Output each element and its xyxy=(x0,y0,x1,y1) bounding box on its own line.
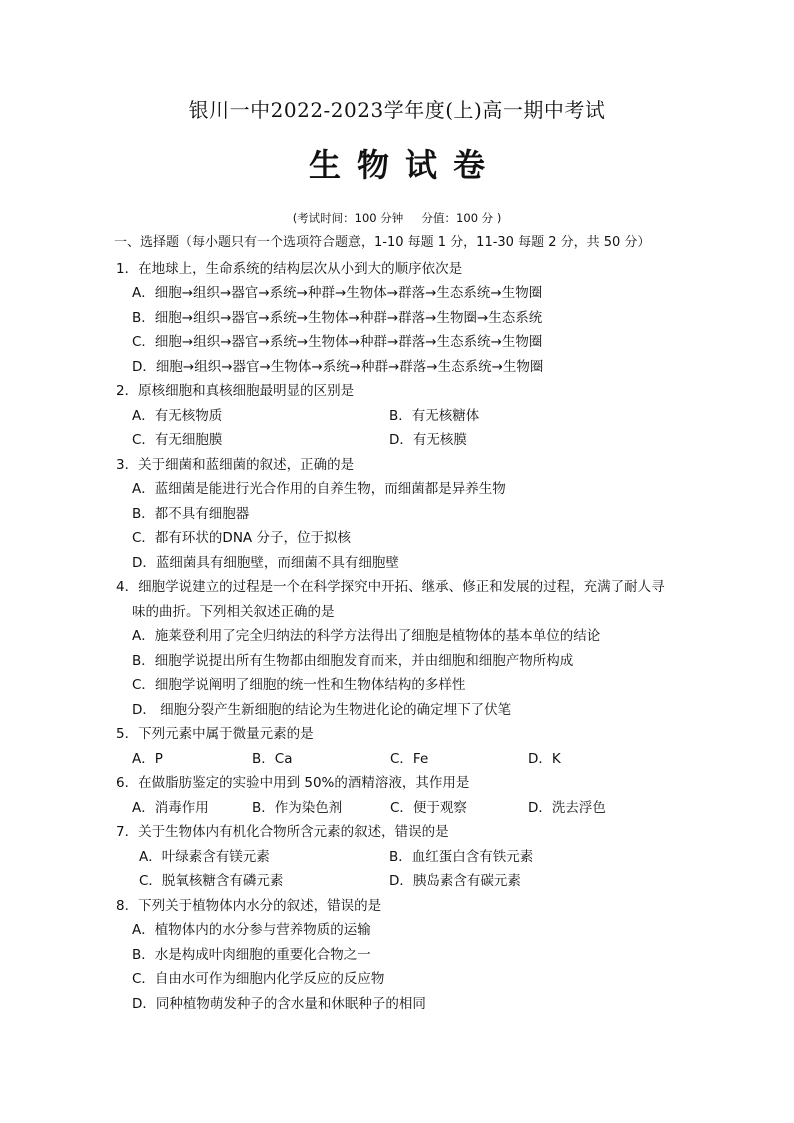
question-6-option-d: D．洗去浮色 xyxy=(528,800,606,816)
question-3-option-c: C．都有环状的DNA 分子，位于拟核 xyxy=(132,530,351,546)
exam-info: (考试时间：100 分钟 分值：100 分 ) xyxy=(292,211,502,225)
question-8-option-a: A．植物体内的水分参与营养物质的运输 xyxy=(132,922,371,938)
question-7-option-b: B．血红蛋白含有铁元素 xyxy=(389,849,534,865)
question-2-option-b: B．有无核糖体 xyxy=(389,408,480,424)
question-7-option-c: C．脱氧核糖含有磷元素 xyxy=(139,873,284,889)
question-3-option-b: B．都不具有细胞器 xyxy=(132,506,250,522)
question-8-option-c: C．自由水可作为细胞内化学反应的反应物 xyxy=(132,971,385,987)
question-3-option-a: A．蓝细菌是能进行光合作用的自养生物，而细菌都是异养生物 xyxy=(132,481,506,497)
section-title: 一、选择题（每小题只有一个选项符合题意，1-10 每题 1 分，11-30 每题 2 分，共 50 分） xyxy=(114,235,651,250)
question-7-option-d: D．胰岛素含有碳元素 xyxy=(389,873,521,889)
question-1-option-d: D．细胞→组织→器官→生物体→系统→种群→群落→生态系统→生物圈 xyxy=(132,359,544,375)
question-5-stem: 5．下列元素中属于微量元素的是 xyxy=(116,726,314,742)
question-4-stem: 4．细胞学说建立的过程是一个在科学探究中开拓、继承、修正和发展的过程，充满了耐人寻 xyxy=(116,579,665,595)
question-5-option-b: B．Ca xyxy=(252,751,293,767)
question-1-option-c: C．细胞→组织→器官→系统→生物体→种群→群落→生态系统→生物圈 xyxy=(132,334,543,350)
question-6-option-c: C．便于观察 xyxy=(390,800,467,816)
question-7-stem: 7．关于生物体内有机化合物所含元素的叙述，错误的是 xyxy=(116,824,449,840)
question-6-stem: 6．在做脂肪鉴定的实验中用到 50%的酒精溶液，其作用是 xyxy=(116,775,470,791)
question-6-option-b: B．作为染色剂 xyxy=(252,800,343,816)
question-8-option-b: B．水是构成叶肉细胞的重要化合物之一 xyxy=(132,947,371,963)
exam-title: 银川一中2022-2023学年度(上)高一期中考试 xyxy=(188,98,606,122)
subject-title: 生物试卷 xyxy=(308,146,501,184)
question-1-option-b: B．细胞→组织→器官→系统→生物体→种群→群落→生物圈→生态系统 xyxy=(132,310,543,326)
question-3-stem: 3．关于细菌和蓝细菌的叙述，正确的是 xyxy=(116,457,355,473)
question-1-option-a: A．细胞→组织→器官→系统→种群→生物体→群落→生态系统→生物圈 xyxy=(132,285,543,301)
question-4-option-d: D． 细胞分裂产生新细胞的结论为生物进化论的确定埋下了伏笔 xyxy=(132,702,512,718)
question-3-option-d: D．蓝细菌具有细胞壁，而细菌不具有细胞壁 xyxy=(132,555,399,571)
question-4-option-a: A．施莱登利用了完全归纳法的科学方法得出了细胞是植物体的基本单位的结论 xyxy=(132,628,601,644)
question-2-option-a: A．有无核物质 xyxy=(132,408,223,424)
question-1-stem: 1．在地球上，生命系统的结构层次从小到大的顺序依次是 xyxy=(116,261,463,277)
question-4-option-b: B．细胞学说提出所有生物都由细胞发育而来，并由细胞和细胞产物所构成 xyxy=(132,653,574,669)
question-8-option-d: D．同种植物萌发种子的含水量和休眠种子的相同 xyxy=(132,996,426,1012)
question-5-option-a: A．P xyxy=(132,751,163,767)
question-8-stem: 8．下列关于植物体内水分的叙述，错误的是 xyxy=(116,898,382,914)
question-7-option-a: A．叶绿素含有镁元素 xyxy=(139,849,270,865)
question-2-option-c: C．有无细胞膜 xyxy=(132,432,223,448)
question-4-option-c: C．细胞学说阐明了细胞的统一性和生物体结构的多样性 xyxy=(132,677,466,693)
question-4-stem-cont: 味的曲折。下列相关叙述正确的是 xyxy=(132,604,335,620)
question-5-option-c: C．Fe xyxy=(390,751,429,767)
question-2-option-d: D．有无核膜 xyxy=(389,432,467,448)
question-2-stem: 2．原核细胞和真核细胞最明显的区别是 xyxy=(116,383,355,399)
question-6-option-a: A．消毒作用 xyxy=(132,800,209,816)
question-5-option-d: D．K xyxy=(528,751,561,767)
